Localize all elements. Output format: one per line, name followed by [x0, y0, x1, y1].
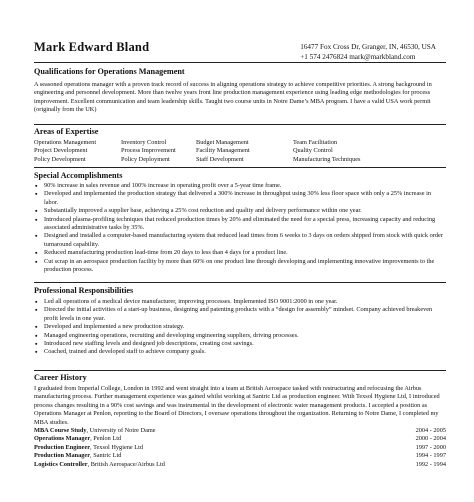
- responsibilities-list: [34, 298, 446, 357]
- expertise-item: Process Improvement: [121, 147, 176, 155]
- responsibilities-title: Professional Responsibilities: [34, 286, 134, 295]
- expertise-item: Facility Management: [196, 147, 250, 155]
- expertise-item: Project Development: [34, 147, 88, 155]
- bullet-icon: ▪: [35, 340, 38, 349]
- list-item: ▪ Managed engineering operations, recruiting and developing engineering suppliers, driving processes.: [35, 331, 299, 340]
- job-role: Operations Manager: [34, 435, 91, 443]
- job-years: 1992 - 1994: [415, 460, 446, 468]
- bullet-icon: ▪: [35, 215, 38, 224]
- job-years: 1997 - 2000: [415, 443, 446, 451]
- divider: [34, 167, 446, 168]
- bullet-icon: ▪: [35, 298, 38, 306]
- expertise-item: Team Facilitation: [293, 139, 338, 146]
- expertise-grid: [34, 139, 446, 164]
- bullet-icon: ▪: [35, 348, 38, 357]
- job-org: Texsol Hygiene Ltd: [93, 443, 144, 451]
- history-intro: I graduated from Imperial College, London in 1992 and went straight into a team at British Aerospace tasked with restructuring and refocusing the Airbus manufacturing process. Further management experience was gained whilst working at Santric Ltd as production engineer. With Texsol Hygiene Ltd, I introduced process changes resulting in a 90% cost savings and was instrumental in the development of electronic water management products. I accepted a position as Operations Manager at Penlon, reporting to the Board of Directors, I oversaw operations throughout the organization. Returning to Notre Dame, I completed my MBA studies.: [34, 385, 440, 426]
- expertise-item: Quality Control: [293, 147, 333, 155]
- accomplishments-title: Special Accomplishments: [34, 171, 123, 180]
- job-row: Production Manager, Santric Ltd 1994 - 1997: [34, 452, 446, 460]
- job-org: University of Notre Dame: [89, 427, 156, 435]
- expertise-item: Policy Deployment: [121, 155, 170, 163]
- expertise-item: Policy Development: [34, 155, 86, 163]
- bullet-icon: ▪: [35, 331, 38, 340]
- job-org: Penlon Ltd: [93, 435, 122, 443]
- history-title: Career History: [34, 373, 87, 382]
- list-item: ▪ Designed and installed a computer-based manufacturing system that reduced lead times from 6 weeks to 3 days on orders shipped from stock with quick order turnaround capability.: [35, 232, 443, 248]
- list-item: ▪ Led all operations of a medical device manufacturer, improving processes. Implemented ISO 9001:2000 in one year.: [35, 298, 338, 306]
- job-row: MBA Course Study, University of Notre Dame 2004 - 2005: [34, 427, 446, 435]
- accomplishments-list: [34, 182, 446, 274]
- contact-info: [300, 42, 436, 62]
- expertise-item: Staff Development: [196, 155, 244, 163]
- job-row: Logistics Controller, British Aerospace/Airbus Ltd 1992 - 1994: [34, 460, 446, 468]
- list-item: ▪ Introduced new staffing levels and designed job descriptions, creating cost savings.: [35, 340, 254, 349]
- expertise-item: Operations Management: [34, 139, 97, 146]
- job-org: Santric Ltd: [93, 452, 122, 460]
- bullet-icon: ▪: [35, 182, 38, 190]
- bullet-icon: ▪: [35, 232, 38, 241]
- address: 16477 Fox Cross Dr, Granger, IN, 46530, USA: [300, 43, 436, 51]
- job-role: Production Manager: [34, 452, 91, 460]
- expertise-title: Areas of Expertise: [34, 127, 99, 136]
- list-item: ▪ Developed and implemented the production strategy that delivered a 300% increase in throughput using 30% less floor space with only a 25% increase in labor.: [35, 190, 431, 206]
- qualifications-title: Qualifications for Operations Management: [34, 67, 185, 76]
- job-years: 2004 - 2005: [415, 427, 446, 435]
- qualifications-text: A seasoned operations manager with a proven track record of success in aligning operations strategy to achieve competitive priorities. A strong background in engineering and personnel development. More than twelve years front line production management experience using leading edge methodologies for process improvement. Excellent communication and team leadership skills. Taught two course units in Notre Dame’s MBA program. I have a valid USA work permit (originally from the UK): [34, 81, 432, 114]
- expertise-item: Inventory Control: [121, 139, 167, 146]
- bullet-icon: ▪: [35, 257, 38, 266]
- history-section: [34, 385, 446, 469]
- job-role: Production Engineer: [34, 443, 91, 451]
- list-item: ▪ Cut scrap in an aerospace production facility by more than 60% on one product line through developing and implementing innovative improvements to the production process.: [35, 257, 435, 274]
- divider: [34, 370, 446, 371]
- list-item: ▪ Developed and implemented a new production strategy.: [35, 323, 185, 332]
- list-item: ▪ Substantially improved a supplier base, achieving a 25% cost reduction and quality and delivery performance within one year.: [35, 207, 362, 216]
- expertise-item: Budget Management: [196, 139, 249, 146]
- bullet-icon: ▪: [35, 207, 38, 216]
- header-divider: [34, 62, 446, 63]
- list-item: ▪ Reduced manufacturing production lead-time from 20 days to less than 4 days for a product line.: [35, 249, 288, 258]
- bullet-icon: ▪: [35, 190, 38, 199]
- job-row: Production Engineer, Texsol Hygiene Ltd 1997 - 2000: [34, 443, 446, 451]
- list-item: ▪ Directed the initial activities of a start-up business, designing and patenting products with a “design for assembly” mindset. Company achieved breakeven profit levels in one year.: [35, 306, 433, 322]
- divider: [34, 124, 446, 125]
- divider: [34, 282, 446, 283]
- list-item: ▪ Coached, trained and developed staff to achieve company goals.: [35, 348, 206, 357]
- bullet-icon: ▪: [35, 249, 38, 258]
- phone-email: +1 574 2476824 mark@markbland.com: [300, 53, 416, 61]
- candidate-name: Mark Edward Bland: [34, 40, 150, 54]
- job-years: 2000 - 2004: [415, 435, 446, 443]
- job-role: MBA Course Study: [34, 427, 87, 435]
- job-years: 1994 - 1997: [415, 452, 446, 460]
- expertise-item: Manufacturing Techniques: [293, 155, 361, 163]
- list-item: ▪ 90% increase in sales revenue and 100% increase in operating profit over a 5-year time frame.: [35, 182, 282, 190]
- job-role: Logistics Controller: [34, 460, 88, 468]
- list-item: ▪ Introduced plasma-profiling techniques that reduced production times by 20% and eliminated the need for a special press, increasing capacity and reducing associated administrative tasks by 35%.: [35, 215, 436, 232]
- job-row: Operations Manager, Penlon Ltd 2000 - 2004: [34, 435, 446, 443]
- job-org: British Aerospace/Airbus Ltd: [90, 460, 165, 468]
- bullet-icon: ▪: [35, 323, 38, 332]
- bullet-icon: ▪: [35, 306, 38, 315]
